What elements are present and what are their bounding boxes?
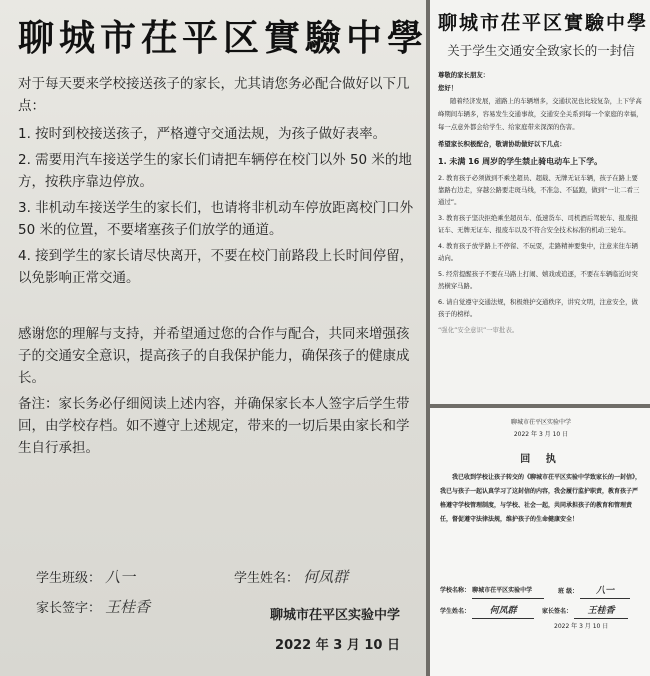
letter-greeting-2: 您好！	[438, 84, 458, 92]
letter-item: 3. 教育孩子坚决拒绝乘坐超员车、低速货车、司机酒后驾驶车、报废报证车、无牌无证车、报废车以及不符合安全技术标准的机动三轮车。	[438, 214, 638, 234]
receipt-sheet	[430, 408, 650, 676]
notice-item: 2. 需要用汽车接送学生的家长们请把车辆停在校门以外 50 米的地方，按秩序靠边停放。	[18, 152, 412, 190]
letter-request: 希望家长积极配合，敬请协助做好以下几点：	[438, 140, 566, 148]
student-name-field	[234, 566, 348, 587]
notice-item: 3. 非机动车接送学生的家长们，也请将非机动车停放距离校门口外 50 米的位置，不要堵塞孩子们放学的通道。	[18, 200, 414, 238]
letter-item: 6. 请自觉遵守交通法规，积极维护交通秩序，讲究文明，注意安全，做孩子的榜样。	[438, 298, 638, 318]
receipt-student-field	[440, 604, 534, 619]
receipt-school-label: 学校名称：	[440, 587, 471, 594]
receipt-header-date: 2022 年 3 月 10 日	[513, 431, 569, 438]
letter-sheet	[430, 0, 650, 404]
notice-item: 4. 接到学生的家长请尽快离开，不要在校门前路段上长时间停留，以免影响正常交通。	[18, 248, 414, 286]
letter-footer-fragment: “强化”安全意识”一审批表。	[438, 326, 519, 334]
receipt-student-label: 学生姓名：	[440, 608, 471, 615]
footer-date: 2022 年 3 月 10 日	[275, 638, 400, 653]
receipt-class-label: 班 级：	[558, 588, 579, 595]
student-class-value: 八一	[105, 568, 136, 586]
letter-item: 1. 未满 16 周岁的学生禁止骑电动车上下学。	[438, 157, 603, 166]
parent-signature-label: 家长签字：	[36, 601, 102, 616]
letter-paragraph: 随着经济发展，道路上的车辆增多，交通状况也比较复杂，上下学高峰期间车辆多，容易发生交通事故，交通安全关系到每一个家庭的幸福，每一点意外都会给学生、给家庭带来深深的伤害。	[438, 97, 643, 131]
letter-item: 5. 经常提醒孩子不要在马路上打闹、嬉戏或追逐，不要在车辆临近时突然横穿马路。	[438, 270, 638, 290]
receipt-body: 我已收到学校让孩子转交的《聊城市茌平区实验中学致家长的一封信》，我已与孩子一起认真学习了这封信的内容，我会履行监护职责，教育孩子严格遵守学校管理制度，与学校、社会一起，共同承担孩子的教育和管理责任，督促遵守法律法规，维护孩子的生命健康安全！	[440, 474, 642, 523]
receipt-school-field	[440, 584, 544, 599]
parent-signature-field	[36, 596, 150, 617]
letter-school-title: 聊城市茌平区實驗中學	[438, 12, 649, 34]
student-class-field	[36, 566, 135, 587]
letter-item: 2. 教育孩子必须做到不乘坐超员、超载、无牌无证车辆，孩子在路上要靠路右边走，穿越公路要走斑马线，不准急、不猛跑，做到“一让二看三通过”。	[438, 174, 640, 206]
letter-item: 4. 教育孩子放学路上不停留、不玩耍，走路精神要集中，注意来往车辆动向。	[438, 242, 638, 262]
receipt-school-value: 聊城市茌平区实验中学	[472, 584, 544, 599]
receipt-student-signature: 何凤群	[472, 604, 534, 619]
thanks-paragraph: 感谢您的理解与支持，并希望通过您的合作与配合，共同来增强孩子的交通安全意识，提高孩子的自我保护能力，确保孩子的健康成长。	[18, 326, 410, 386]
receipt-class-field	[558, 584, 630, 599]
student-class-label: 学生班级：	[36, 571, 102, 586]
receipt-date: 2022 年 3 月 10 日	[554, 623, 609, 630]
note-paragraph: 备注：家长务必仔细阅读上述内容，并确保家长本人签字后学生带回，由学校存档。如不遵守上述规定，带来的一切后果由家长和学生自行承担。	[18, 396, 410, 456]
student-name-label: 学生姓名：	[234, 571, 300, 586]
receipt-parent-signature: 王桂香	[574, 604, 628, 619]
notice-item: 1. 按时到校接送孩子，严格遵守交通法规，为孩子做好表率。	[18, 126, 387, 142]
receipt-title: 回 执	[520, 454, 562, 465]
parent-signature: 王桂香	[105, 598, 151, 616]
letter-subtitle: 关于学生交通安全致家长的一封信	[447, 43, 635, 58]
receipt-header-school: 聊城市茌平区实验中学	[510, 419, 571, 426]
receipt-parent-field	[542, 604, 628, 619]
footer-school: 聊城市茌平区实验中学	[269, 608, 400, 623]
notice-intro: 对于每天要来学校接送孩子的家长，尤其请您务必配合做好以下几点：	[18, 76, 410, 114]
receipt-parent-label: 家长签名：	[542, 608, 573, 615]
school-title: 聊城市茌平区實驗中學	[18, 17, 429, 59]
student-name-signature: 何凤群	[303, 568, 349, 586]
receipt-class-value: 八一	[580, 584, 630, 599]
letter-greeting: 尊敬的家长朋友：	[438, 71, 490, 79]
